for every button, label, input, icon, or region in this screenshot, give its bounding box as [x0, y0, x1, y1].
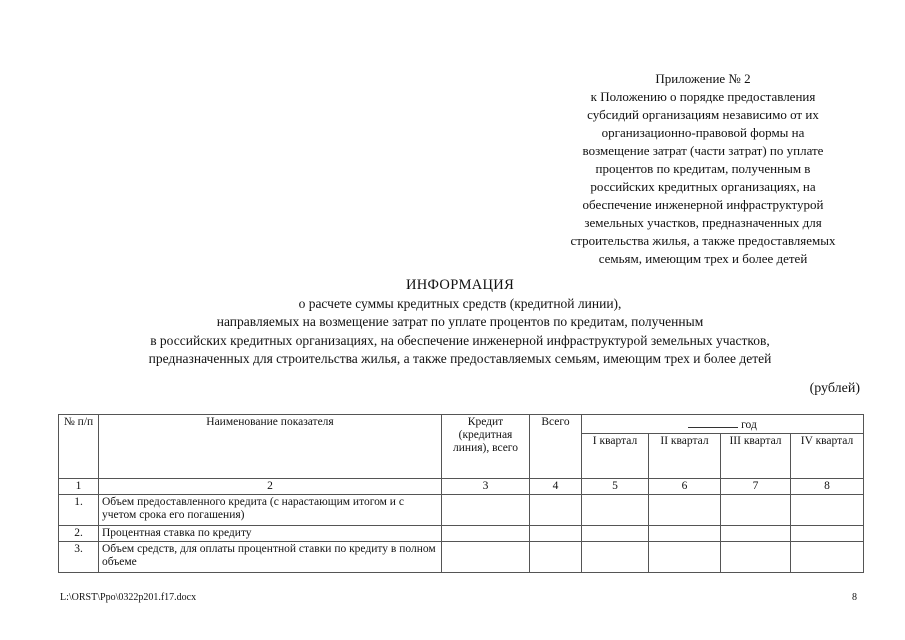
header-no: № п/п: [59, 415, 99, 479]
year-blank: [688, 416, 738, 428]
appendix-line: процентов по кредитам, полученным в: [595, 161, 811, 176]
info-table: [58, 414, 864, 573]
row-number: 3.: [59, 542, 99, 573]
credit-cell: [442, 495, 530, 526]
appendix-line: Приложение № 2: [655, 71, 751, 86]
document-title: [60, 276, 860, 369]
column-number: 2: [99, 479, 442, 495]
header-total: Всего: [530, 415, 582, 479]
quarter-cell: [791, 542, 864, 573]
appendix-line: строительства жилья, а также предоставляемых: [570, 233, 836, 248]
header-quarter-3: III квартал: [721, 434, 791, 479]
header-year-label: год: [741, 419, 757, 431]
credit-cell: [442, 542, 530, 573]
title-heading: ИНФОРМАЦИЯ: [405, 277, 515, 293]
total-cell: [530, 495, 582, 526]
row-indicator-name: Процентная ставка по кредиту: [99, 526, 442, 542]
quarter-cell: [649, 542, 721, 573]
units-label: (рублей): [809, 381, 860, 396]
row-indicator-name: Объем предоставленного кредита (с нарастающим итогом и с учетом срока его погашения): [99, 495, 442, 526]
quarter-cell: [649, 495, 721, 526]
row-number: 2.: [59, 526, 99, 542]
quarter-cell: [721, 495, 791, 526]
quarter-cell: [721, 526, 791, 542]
quarter-cell: [791, 495, 864, 526]
appendix-line: организационно-правовой формы на: [601, 125, 805, 140]
column-number: 4: [530, 479, 582, 495]
header-quarter-2: II квартал: [649, 434, 721, 479]
row-indicator-name: Объем средств, для оплаты процентной ставки по кредиту в полном объеме: [99, 542, 442, 573]
header-name: Наименование показателя: [99, 415, 442, 479]
appendix-line: земельных участков, предназначенных для: [584, 215, 822, 230]
quarter-cell: [721, 542, 791, 573]
appendix-line: к Положению о порядке предоставления: [590, 89, 816, 104]
table-row: [59, 495, 864, 526]
title-line: в российских кредитных организациях, на обеспечение инженерной инфраструктурой земельных участков,: [150, 332, 770, 348]
column-number: 5: [582, 479, 649, 495]
header-quarter-1: I квартал: [582, 434, 649, 479]
quarter-cell: [582, 542, 649, 573]
quarter-cell: [649, 526, 721, 542]
title-line: о расчете суммы кредитных средств (кредитной линии),: [298, 295, 622, 311]
column-number: 6: [649, 479, 721, 495]
quarter-cell: [791, 526, 864, 542]
column-number: 7: [721, 479, 791, 495]
column-numbers-row: [59, 479, 864, 495]
title-line: предназначенных для строительства жилья, а также предоставляемых семьям, имеющим трех и более детей: [148, 351, 772, 366]
header-year: [582, 415, 864, 434]
row-number: 1.: [59, 495, 99, 526]
total-cell: [530, 542, 582, 573]
total-cell: [530, 526, 582, 542]
quarter-cell: [582, 526, 649, 542]
title-line: направляемых на возмещение затрат по уплате процентов по кредитам, полученным: [216, 314, 704, 329]
header-credit: Кредит (кредитная линия), всего: [442, 415, 530, 479]
footer-file-path: L:\ORST\Ppo\0322p201.f17.docx: [60, 592, 197, 603]
credit-cell: [442, 526, 530, 542]
appendix-line: семьям, имеющим трех и более детей: [598, 251, 808, 266]
column-number: 8: [791, 479, 864, 495]
appendix-line: российских кредитных организациях, на: [590, 179, 816, 194]
appendix-line: обеспечение инженерной инфраструктурой: [582, 197, 824, 212]
appendix-block: [548, 70, 858, 268]
column-number: 3: [442, 479, 530, 495]
column-number: 1: [59, 479, 99, 495]
quarter-cell: [582, 495, 649, 526]
appendix-line: субсидий организациям независимо от их: [587, 107, 819, 122]
page-number: 8: [852, 592, 857, 603]
header-quarter-4: IV квартал: [791, 434, 864, 479]
table-row: [59, 526, 864, 542]
appendix-line: возмещение затрат (части затрат) по уплате: [582, 143, 824, 158]
table-row: [59, 542, 864, 573]
